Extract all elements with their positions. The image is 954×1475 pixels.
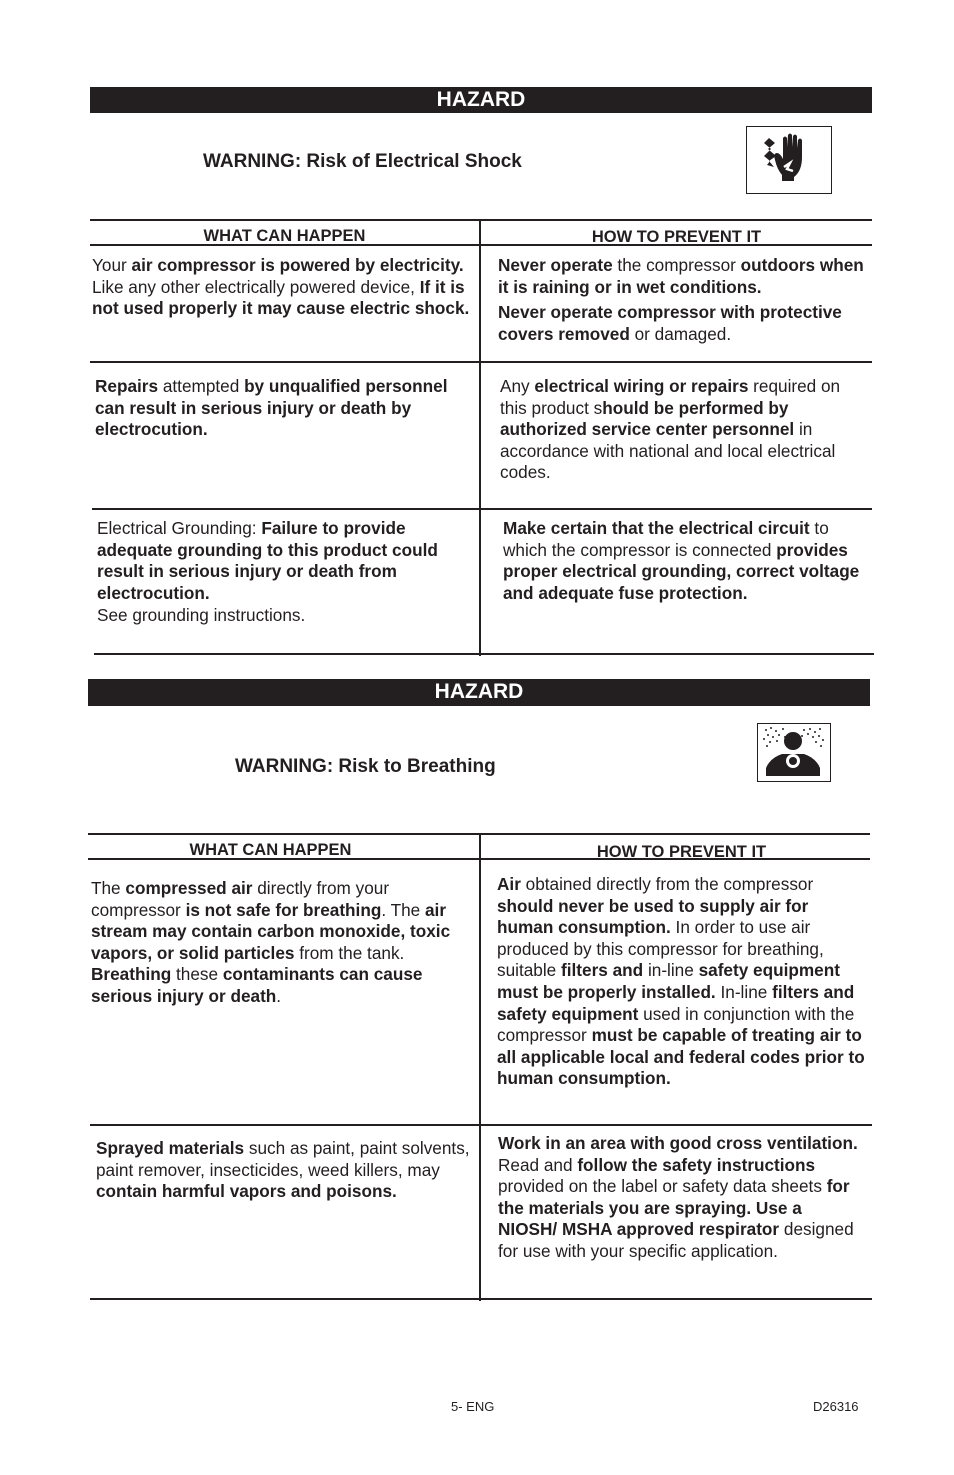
emphasized-text: is not safe for breathing: [185, 899, 382, 920]
emphasized-text: Make certain that the electrical circuit: [503, 518, 810, 538]
emphasized-text: hould be performed by authorized service center personnel: [500, 397, 795, 440]
hazard-cell: [96, 1138, 470, 1203]
page-number: 5- ENG: [451, 1399, 495, 1414]
body-text: provided on the label or safety data sheets: [498, 1176, 827, 1197]
body-text: designed for use with your specific application.: [498, 1219, 854, 1261]
emphasized-text: contaminants can cause serious injury or death: [91, 964, 423, 1006]
body-text: Any: [500, 376, 535, 396]
emphasized-text: for the materials you are spraying. Use a NIOSH/ MSHA approved respirator: [498, 1176, 850, 1240]
body-text: attempted: [158, 376, 245, 396]
table-rule: [90, 361, 872, 363]
emphasized-text: follow the safety instructions: [577, 1154, 816, 1175]
body-text: or damaged.: [629, 323, 732, 344]
emphasized-text: safety equipment must be properly installed.: [497, 960, 840, 1002]
column-header-what-can-happen: WHAT CAN HAPPEN: [203, 227, 366, 245]
body-text: The: [91, 878, 126, 898]
emphasized-text: Work in an area with good cross ventilation.: [498, 1133, 858, 1153]
prevention-cell: [497, 874, 865, 1090]
prevention-cell: [500, 376, 866, 484]
grounding-note: See grounding instructions.: [97, 605, 306, 626]
breathing-hazard-respirator-icon: [757, 723, 831, 782]
table-rule: [90, 1298, 872, 1300]
body-text: from the tank.: [294, 942, 405, 963]
body-text: the compressor: [612, 255, 741, 275]
hazard-cell: [92, 255, 470, 320]
body-text: Electrical Grounding:: [97, 518, 262, 538]
body-text: .: [276, 985, 282, 1006]
body-text: Your: [92, 255, 132, 275]
warning-title-breathing: WARNING: Risk to Breathing: [235, 756, 496, 777]
hazard-cell: [95, 376, 467, 441]
emphasized-text: Never operate compressor with protective covers removed: [498, 302, 842, 344]
body-text: used in conjunction with the compressor: [497, 1003, 855, 1046]
emphasized-text: filters and: [561, 960, 644, 981]
emphasized-text: If it is not used properly it may cause electric shock.: [92, 276, 470, 319]
emphasized-text: Breathing: [91, 964, 172, 985]
emphasized-text: electrical wiring or repairs: [534, 376, 749, 396]
emphasized-text: Failure to provide adequate grounding to this product could result in serious injury or death from electrocution.: [97, 518, 438, 603]
hazard-cell: [97, 518, 467, 627]
body-text: directly from your compressor: [91, 878, 390, 920]
emphasized-text: provides proper electrical grounding, correct voltage and adequate fuse protection.: [503, 539, 860, 603]
body-text: In order to use air produced by this compressor for breathing, suitable: [497, 917, 824, 981]
table-rule: [94, 653, 874, 655]
column-header-what-can-happen: WHAT CAN HAPPEN: [189, 841, 352, 859]
prevention-cell: [498, 255, 868, 345]
body-text: required on this product s: [500, 376, 841, 418]
hazard-banner-electrical: HAZARD: [90, 87, 872, 113]
emphasized-text: must be capable of treating air to all applicable local and federal codes prior to human consumption.: [497, 1025, 865, 1089]
body-text: to which the compressor is connected: [503, 518, 829, 560]
emphasized-text: Sprayed materials: [96, 1138, 245, 1158]
column-divider: [479, 219, 481, 656]
emphasized-text: air stream may contain carbon monoxide, toxic vapors, or solid particles: [91, 899, 451, 963]
emphasized-text: contain harmful vapors and poisons.: [96, 1181, 397, 1202]
body-text: Read and: [498, 1154, 578, 1175]
body-text: obtained directly from the compressor: [520, 874, 814, 894]
body-text: such as paint, paint solvents, paint remover, insecticides, weed killers, may: [96, 1138, 470, 1180]
body-text: In-line: [715, 981, 773, 1002]
body-text: in accordance with national and local electrical codes.: [500, 419, 836, 483]
body-text: Like any other electrically powered device,: [92, 276, 420, 297]
emphasized-text: Repairs: [95, 376, 159, 396]
emphasized-text: compressed air: [125, 878, 253, 898]
body-text: in-line: [643, 960, 699, 981]
column-header-how-to-prevent: HOW TO PREVENT IT: [596, 843, 767, 861]
hazard-banner-breathing: HAZARD: [88, 679, 870, 706]
column-divider: [479, 833, 481, 1301]
warning-title-electrical: WARNING: Risk of Electrical Shock: [203, 151, 522, 172]
prevention-cell: [498, 1133, 862, 1263]
emphasized-text: outdoors when it is raining or in wet conditions.: [498, 255, 864, 297]
emphasized-text: should never be used to supply air for human consumption.: [497, 895, 809, 938]
emphasized-text: by unqualified personnel can result in serious injury or death by electrocution.: [95, 376, 448, 440]
table-rule: [92, 508, 872, 510]
column-header-how-to-prevent: HOW TO PREVENT IT: [591, 228, 762, 246]
body-text: . The: [381, 899, 425, 920]
hazard-cell: [91, 878, 463, 1008]
emphasized-text: Air: [497, 874, 521, 894]
emphasized-text: Never operate: [498, 255, 613, 275]
emphasized-text: filters and safety equipment: [497, 981, 855, 1024]
emphasized-text: air compressor is powered by electricity.: [131, 255, 464, 275]
document-code: D26316: [813, 1399, 859, 1414]
table-rule: [90, 219, 872, 221]
table-rule: [90, 1124, 872, 1126]
electrical-shock-hand-icon: [746, 126, 832, 194]
prevention-cell: [503, 518, 865, 604]
body-text: these: [171, 964, 223, 985]
